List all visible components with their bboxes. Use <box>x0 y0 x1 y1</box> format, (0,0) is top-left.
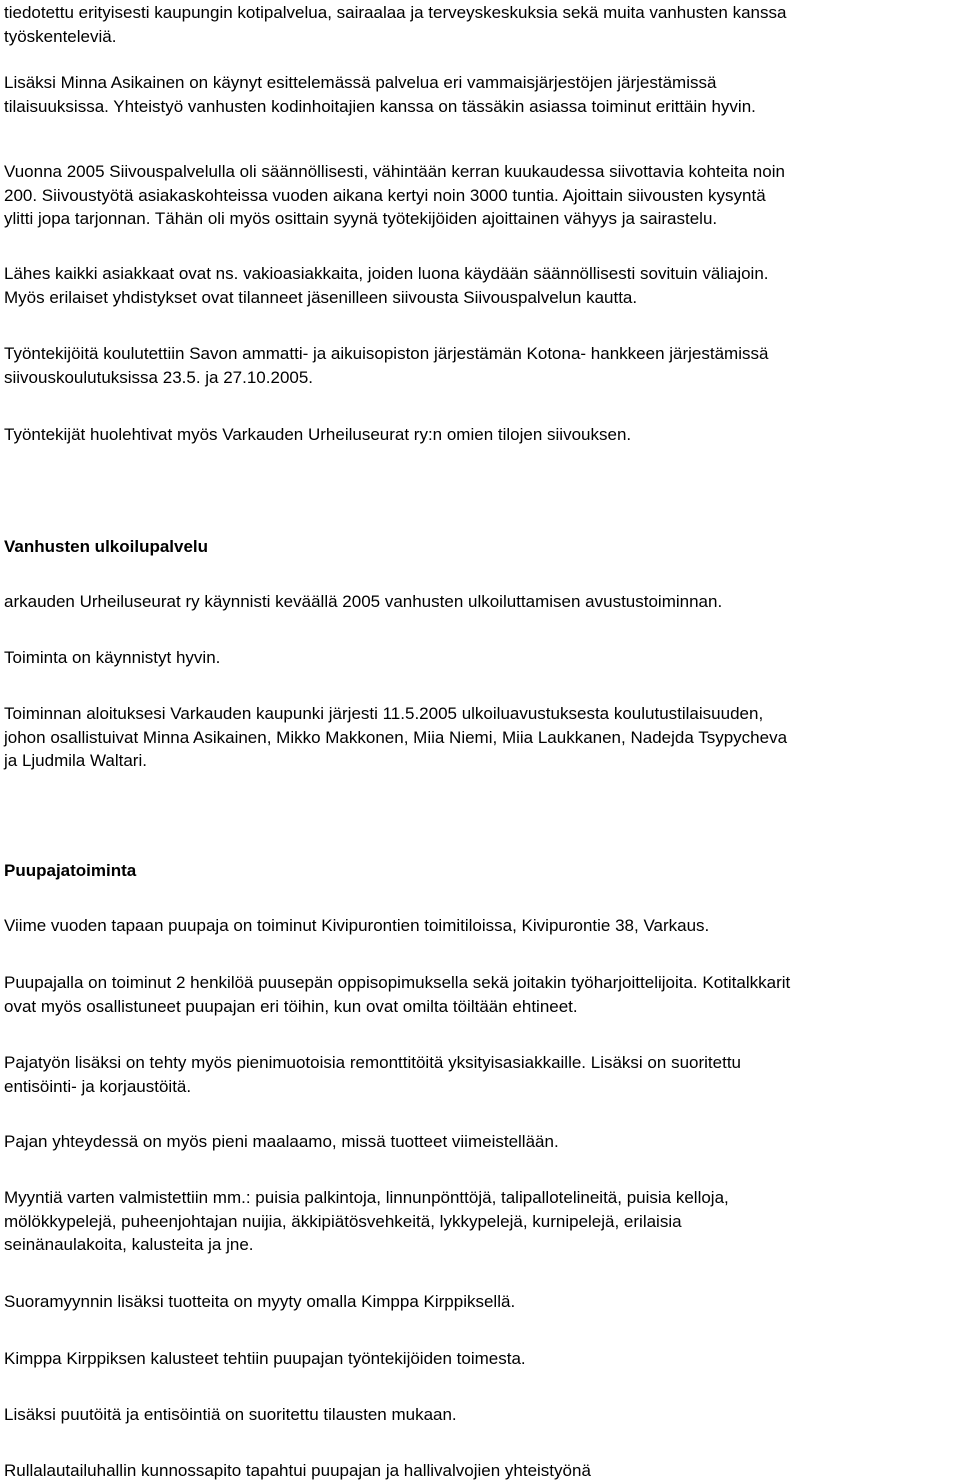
heading-text: Vanhusten ulkoilupalvelu <box>4 537 209 556</box>
paragraph <box>4 71 956 118</box>
text-line: Toiminnan aloituksesi Varkauden kaupunki järjesti 11.5.2005 ulkoiluavustuksesta koulutustilaisuuden, <box>4 704 764 723</box>
text-line: Kimppa Kirppiksen kalusteet tehtiin puupajan työntekijöiden toimesta. <box>4 1349 526 1368</box>
text-line: arkauden Urheiluseurat ry käynnisti keväällä 2005 vanhusten ulkoiluttamisen avustustoiminnan. <box>4 592 723 611</box>
text-line: Lisäksi puutöitä ja entisöintiä on suoritettu tilausten mukaan. <box>4 1405 457 1424</box>
paragraph <box>4 1290 956 1314</box>
text-line: Työntekijöitä koulutettiin Savon ammatti- ja aikuisopiston järjestämän Kotona- hankkeen järjestämissä <box>4 344 769 363</box>
text-line: Puupajalla on toiminut 2 henkilöä puusepän oppisopimuksella sekä joitakin työharjoittelijoita. Kotitalkkarit <box>4 973 791 992</box>
section-heading-outdoor <box>4 535 956 559</box>
section-heading-woodshop <box>4 859 956 883</box>
text-line: Lisäksi Minna Asikainen on käynyt esittelemässä palvelua eri vammaisjärjestöjen järjestämissä <box>4 73 717 92</box>
text-line: tilaisuuksissa. Yhteistyö vanhusten kodinhoitajien kanssa on tässäkin asiassa toiminut erittäin hyvin. <box>4 96 756 116</box>
paragraph <box>4 1403 956 1427</box>
text-line: ylitti jopa tarjonnan. Tähän oli myös osittain syynä työtekijöiden ajoittainen vähyys ja sairastelu. <box>4 209 718 228</box>
text-line: ovat myös osallistuneet puupajan eri töihin, kun ovat omilta töiltään ehtineet. <box>4 996 578 1016</box>
paragraph <box>4 1 956 48</box>
text-line: Myös erilaiset yhdistykset ovat tilanneet jäsenilleen siivousta Siivouspalvelun kautta. <box>4 287 638 307</box>
paragraph <box>4 702 956 773</box>
text-line: Lähes kaikki asiakkaat ovat ns. vakioasiakkaita, joiden luona käydään säännöllisesti sovituin väliajoin. <box>4 264 769 283</box>
paragraph <box>4 1347 956 1371</box>
text-line: johon osallistuivat Minna Asikainen, Mikko Makkonen, Miia Niemi, Miia Laukkanen, Nadejda Tsypycheva <box>4 727 788 747</box>
text-line: tiedotettu erityisesti kaupungin kotipalvelua, sairaalaa ja terveyskeskuksia sekä muita vanhusten kanssa <box>4 3 787 22</box>
text-line: seinänaulakoita, kalusteita ja jne. <box>4 1235 254 1254</box>
text-line: Työntekijät huolehtivat myös Varkauden Urheiluseurat ry:n omien tilojen siivouksen. <box>4 425 632 444</box>
paragraph <box>4 590 956 614</box>
text-line: Suoramyynnin lisäksi tuotteita on myyty omalla Kimppa Kirppiksellä. <box>4 1292 516 1311</box>
text-line: entisöinti- ja korjaustöitä. <box>4 1076 192 1096</box>
paragraph <box>4 342 956 389</box>
paragraph <box>4 1051 956 1098</box>
paragraph <box>4 423 956 447</box>
paragraph <box>4 1130 956 1154</box>
text-line: Pajatyön lisäksi on tehty myös pienimuotoisia remonttitöitä yksityisasiakkaille. Lisäksi on suoritettu <box>4 1053 741 1072</box>
paragraph <box>4 262 956 309</box>
text-line: siivouskoulutuksissa 23.5. ja 27.10.2005. <box>4 367 314 387</box>
text-line: Pajan yhteydessä on myös pieni maalaamo, missä tuotteet viimeistellään. <box>4 1132 559 1151</box>
text-line: Toiminta on käynnistyt hyvin. <box>4 648 221 667</box>
text-line: Rullalautailuhallin kunnossapito tapahtui puupajan ja hallivalvojien yhteistyönä <box>4 1461 591 1480</box>
paragraph <box>4 1186 956 1257</box>
text-line: ja Ljudmila Waltari. <box>4 751 147 770</box>
paragraph <box>4 1459 956 1483</box>
text-line: työskenteleviä. <box>4 26 117 46</box>
text-line: Vuonna 2005 Siivouspalvelulla oli säännöllisesti, vähintään kerran kuukaudessa siivottavia kohteita noin <box>4 162 785 181</box>
paragraph <box>4 646 956 670</box>
paragraph <box>4 160 956 231</box>
text-line: Viime vuoden tapaan puupaja on toiminut Kivipurontien toimitiloissa, Kivipurontie 38, Varkaus. <box>4 916 710 935</box>
paragraph <box>4 971 956 1018</box>
text-line: Myyntiä varten valmistettiin mm.: puisia palkintoja, linnunpönttöjä, talipallotelineitä, puisia kelloja, <box>4 1188 729 1207</box>
text-line: mölökkypelejä, puheenjohtajan nuijia, äkkipiätösvehkeitä, lykkypelejä, kurnipelejä, erilaisia <box>4 1211 682 1231</box>
text-line: 200. Siivoustyötä asiakaskohteissa vuoden aikana kertyi noin 3000 tuntia. Ajoittain siivousten kysyntä <box>4 185 766 205</box>
heading-text: Puupajatoiminta <box>4 861 137 880</box>
paragraph <box>4 914 956 938</box>
